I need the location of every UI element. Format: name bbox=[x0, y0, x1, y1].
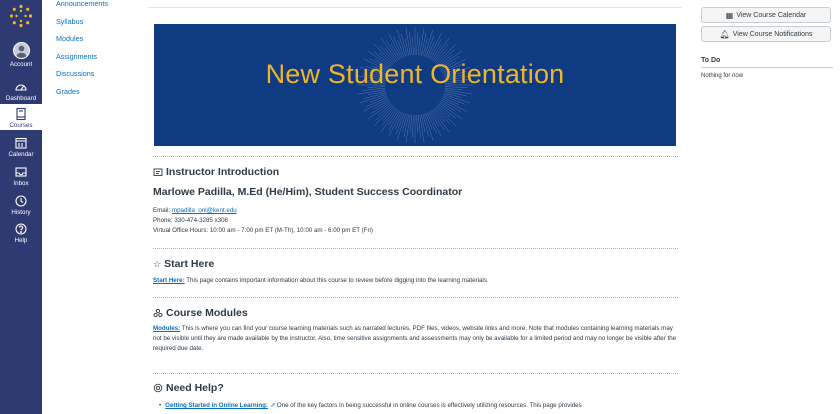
sunburst-ray bbox=[417, 32, 418, 55]
instructor-email-link[interactable]: mpadilla_onl@kent.edu bbox=[171, 207, 237, 214]
modules-icon bbox=[153, 308, 163, 318]
lifebuoy-icon bbox=[153, 383, 163, 393]
course-nav bbox=[56, 0, 136, 100]
section-divider bbox=[153, 248, 678, 249]
main-content bbox=[148, 0, 682, 414]
nav-courses-label: Courses bbox=[9, 122, 33, 129]
university-logo-icon[interactable] bbox=[9, 4, 33, 28]
course-modules-heading bbox=[153, 307, 248, 319]
instructor-phone: Phone: 330-474-3285 x308 bbox=[153, 217, 228, 224]
modules-link[interactable]: Modules: bbox=[153, 325, 181, 332]
sunburst-ray bbox=[412, 37, 413, 55]
orientation-banner bbox=[154, 24, 676, 146]
course-nav-syllabus[interactable]: Syllabus bbox=[56, 16, 84, 26]
header-divider bbox=[148, 7, 682, 8]
course-nav-assignments[interactable]: Assignments bbox=[56, 51, 98, 61]
sunburst-ray bbox=[406, 115, 410, 143]
global-nav bbox=[0, 0, 42, 414]
sunburst-ray bbox=[420, 28, 424, 56]
instructor-heading bbox=[153, 166, 279, 178]
nav-dashboard-label: Dashboard bbox=[5, 95, 37, 102]
nav-help[interactable] bbox=[0, 222, 42, 246]
nav-dashboard[interactable] bbox=[0, 80, 42, 102]
sunburst-ray bbox=[367, 97, 388, 106]
sunburst-ray bbox=[433, 109, 449, 132]
sunburst-ray bbox=[358, 90, 386, 94]
section-divider bbox=[153, 297, 678, 298]
banner-title: New Student Orientation bbox=[265, 59, 565, 89]
id-card-icon bbox=[153, 167, 163, 177]
view-course-calendar-label: View Course Calendar bbox=[736, 11, 807, 19]
view-course-calendar-button[interactable] bbox=[701, 7, 831, 23]
section-divider bbox=[153, 156, 678, 157]
nav-help-label: Help bbox=[14, 237, 28, 244]
bell-icon: 🔔︎ bbox=[719, 29, 730, 39]
nav-inbox-label: Inbox bbox=[13, 180, 29, 187]
instructor-hours: Virtual Office Hours: 10:00 am - 7:00 pm ET (M-Th), 10:00 am - 6:00 pm ET (Fri) bbox=[153, 227, 373, 234]
nav-history[interactable] bbox=[0, 194, 42, 218]
instructor-email-line bbox=[153, 206, 237, 216]
user-avatar-icon bbox=[13, 42, 30, 59]
nav-inbox[interactable] bbox=[0, 165, 42, 189]
section-divider bbox=[153, 373, 678, 374]
start-here-heading-text: Start Here bbox=[164, 258, 215, 270]
clock-icon bbox=[14, 194, 28, 208]
sunburst-ray bbox=[406, 28, 410, 56]
instructor-heading-text: Instructor Introduction bbox=[166, 166, 280, 178]
need-help-heading-text: Need Help? bbox=[166, 382, 224, 394]
nav-calendar-label: Calendar bbox=[8, 151, 34, 158]
sunburst-ray bbox=[410, 115, 412, 133]
email-label: Email: bbox=[153, 207, 171, 214]
nav-account[interactable] bbox=[0, 42, 42, 72]
sunburst-ray bbox=[381, 109, 397, 132]
sunburst-ray bbox=[420, 115, 424, 143]
course-modules-text: This is where you can find your course learning materials such as narrated lectures, PDF files, videos, website links and more. Note that modules containing learning materials may not be visible until they are made available by the instructor. Also, time sensitive assignments and assessments may only be available for a limited period and may no longer be visible after the required due date. bbox=[153, 325, 677, 352]
help-icon bbox=[14, 222, 28, 236]
course-nav-grades[interactable]: Grades bbox=[56, 86, 80, 96]
calendar-icon bbox=[14, 136, 28, 150]
inbox-icon bbox=[14, 165, 28, 179]
dashboard-icon bbox=[14, 80, 28, 94]
sunburst-ray bbox=[427, 112, 436, 133]
course-nav-modules[interactable]: Modules bbox=[56, 34, 84, 43]
sunburst-ray bbox=[445, 90, 473, 94]
external-link-icon: ⇗ bbox=[269, 402, 276, 409]
need-help-text: One of the key factors in being successful in online courses is effectively utilizing resources. This page provides bbox=[275, 402, 582, 409]
sunburst-ray bbox=[393, 37, 402, 58]
calendar-icon: ▦ bbox=[725, 10, 734, 20]
sunburst-ray bbox=[417, 115, 418, 133]
sunburst-ray bbox=[439, 103, 462, 119]
nav-account-label: Account bbox=[9, 61, 33, 68]
todo-divider bbox=[701, 67, 833, 68]
nav-history-label: History bbox=[11, 209, 31, 216]
star-icon: ☆ bbox=[153, 258, 162, 269]
bullet: • bbox=[159, 402, 162, 409]
sunburst-ray bbox=[433, 38, 449, 61]
need-help-list bbox=[153, 401, 679, 411]
view-course-notifications-label: View Course Notifications bbox=[732, 30, 813, 38]
need-help-heading bbox=[153, 382, 224, 394]
course-modules-paragraph bbox=[153, 324, 679, 354]
view-course-notifications-button[interactable] bbox=[701, 26, 831, 42]
start-here-heading bbox=[153, 258, 214, 270]
nav-courses[interactable] bbox=[0, 104, 42, 130]
todo-title: To Do bbox=[701, 57, 721, 64]
start-here-text: This page contains important information about this course to review before digging into the learning materials. bbox=[184, 277, 489, 284]
book-icon bbox=[14, 107, 28, 121]
course-nav-discussions[interactable]: Discussions bbox=[56, 69, 95, 78]
course-modules-heading-text: Course Modules bbox=[166, 307, 248, 319]
todo-empty-text: Nothing for now bbox=[701, 73, 744, 79]
sunburst-ray bbox=[368, 103, 391, 119]
getting-started-link[interactable]: Getting Started in Online Learning: bbox=[165, 402, 268, 409]
sunburst-ray bbox=[412, 115, 413, 138]
sunburst-ray bbox=[381, 38, 397, 61]
start-here-paragraph bbox=[153, 276, 679, 286]
nav-calendar[interactable] bbox=[0, 136, 42, 160]
sunburst-ray bbox=[418, 37, 420, 55]
instructor-name: Marlowe Padilla, M.Ed (He/Him), Student Success Coordinator bbox=[153, 186, 463, 198]
course-nav-announcements[interactable]: Announcements bbox=[56, 0, 108, 8]
start-here-link[interactable]: Start Here: bbox=[153, 277, 185, 284]
